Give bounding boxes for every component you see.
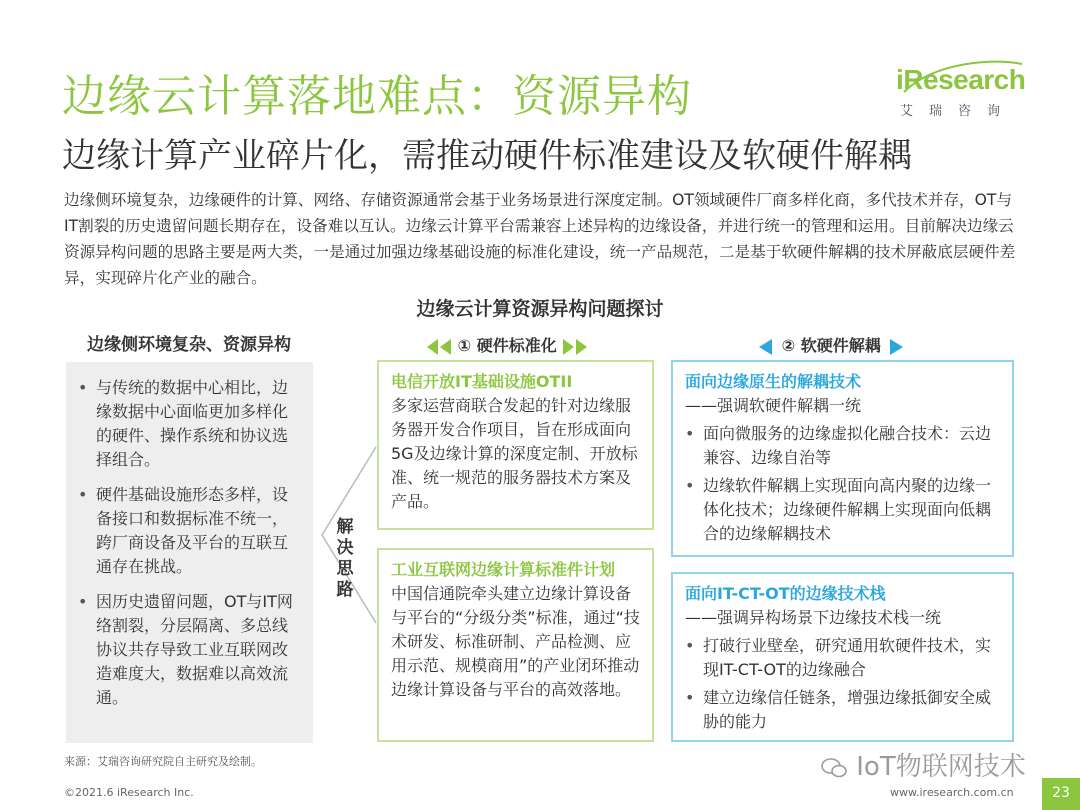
logo-wordmark: iResearch bbox=[896, 64, 1026, 95]
solution-label: 解决思路 bbox=[336, 517, 354, 600]
logo-swoosh-icon bbox=[894, 58, 1024, 94]
tech-stack-box bbox=[671, 572, 1014, 742]
double-left-arrow-icon bbox=[426, 338, 452, 356]
edge-native-box bbox=[671, 360, 1014, 557]
left-heading: 边缘侧环境复杂、资源异构 bbox=[87, 335, 291, 355]
standard-plan-title: 工业互联网边缘计算标准件计划 bbox=[391, 560, 616, 579]
hardware-heading-label: ① 硬件标准化 bbox=[457, 336, 557, 355]
website-link[interactable]: www.iresearch.com.cn bbox=[890, 786, 1014, 799]
otii-title: 电信开放IT基础设施OTII bbox=[391, 372, 573, 391]
edge-native-list bbox=[685, 422, 1000, 546]
edge-native-title: 面向边缘原生的解耦技术 bbox=[685, 372, 862, 391]
list-item: • 因历史遗留问题，OT与IT网络割裂，分层隔离、多总线协议共存导致工业互联网改造难度大，数据难以高效流通。 bbox=[96, 590, 303, 710]
wechat-icon bbox=[820, 756, 848, 780]
tech-stack-sub: ——强调异构场景下边缘技术栈一统 bbox=[685, 608, 942, 627]
source-note: 来源：艾瑞咨询研究院自主研究及绘制。 bbox=[64, 755, 262, 768]
page-title: 边缘云计算落地难点：资源异构 bbox=[62, 71, 692, 122]
list-item: • 面向微服务的边缘虚拟化融合技术：云边兼容、边缘自治等 bbox=[703, 422, 1000, 470]
hardware-heading bbox=[426, 333, 588, 356]
list-item: • 打破行业壁垒，研究通用软硬件技术，实现IT-CT-OT的边缘融合 bbox=[703, 634, 1000, 682]
left-problem-box bbox=[66, 362, 313, 743]
tech-stack-list bbox=[685, 634, 1000, 734]
watermark-text: IoT物联网技术 bbox=[856, 752, 1026, 782]
problem-list bbox=[66, 362, 313, 710]
iresearch-logo bbox=[896, 64, 1026, 119]
standard-plan-box bbox=[377, 548, 654, 742]
section-title: 边缘云计算资源异构问题探讨 bbox=[416, 298, 664, 320]
list-item: • 与传统的数据中心相比，边缘数据中心面临更加多样化的硬件、操作系统和协议选择组合。 bbox=[96, 376, 303, 472]
list-item: • 硬件基础设施形态多样，设备接口和数据标准不统一，跨厂商设备及平台的互联互通存在挑战。 bbox=[96, 483, 303, 579]
standard-plan-text: 中国信通院牵头建立边缘计算设备与平台的“分级分类”标准，通过“技术研发、标准研制、产品检测、应用示范、规模商用”的产业闭环推动边缘计算设备与平台的高效落地。 bbox=[391, 584, 640, 699]
list-item: • 边缘软件解耦上实现面向高内聚的边缘一体化技术；边缘硬件解耦上实现面向低耦合的边缘解耦技术 bbox=[703, 474, 1000, 546]
otii-text: 多家运营商联合发起的针对边缘服务器开发合作项目，旨在形成面向5G及边缘计算的深度定制、开放标准、统一规范的服务器技术方案及产品。 bbox=[391, 396, 638, 511]
page-subtitle: 边缘计算产业碎片化，需推动硬件标准建设及软硬件解耦 bbox=[62, 136, 912, 176]
double-right-arrow-icon bbox=[562, 338, 588, 356]
list-item: • 建立边缘信任链条，增强边缘抵御安全威胁的能力 bbox=[703, 686, 1000, 734]
edge-native-sub: ——强调软硬件解耦一统 bbox=[685, 396, 862, 415]
watermark bbox=[820, 746, 1026, 783]
software-heading-label: ② 软硬件解耦 bbox=[781, 336, 881, 355]
logo-chinese: 艾瑞咨询 bbox=[900, 104, 1017, 119]
copyright: ©2021.6 iResearch Inc. bbox=[64, 786, 194, 799]
intro-paragraph: 边缘侧环境复杂，边缘硬件的计算、网络、存储资源通常会基于业务场景进行深度定制。OT领域硬件厂商多样化商，多代技术并存，OT与IT割裂的历史遗留问题长期存在，设备难以互认。边缘云计算平台需兼容上述异构的边缘设备，并进行统一的管理和运用。目前解决边缘云资源异构问题的思路主要是两大类，一是通过加强边缘基础设施的标准化建设，统一产品规范，二是基于软硬件解耦的技术屏蔽底层硬件差异，实现碎片化产业的融合。 bbox=[64, 191, 1016, 287]
right-arrow-icon bbox=[886, 338, 906, 356]
otii-box bbox=[377, 360, 654, 530]
page-number: 23 bbox=[1042, 778, 1080, 810]
tech-stack-title: 面向IT-CT-OT的边缘技术栈 bbox=[685, 584, 886, 603]
left-arrow-icon bbox=[756, 338, 776, 356]
software-heading bbox=[756, 333, 906, 356]
